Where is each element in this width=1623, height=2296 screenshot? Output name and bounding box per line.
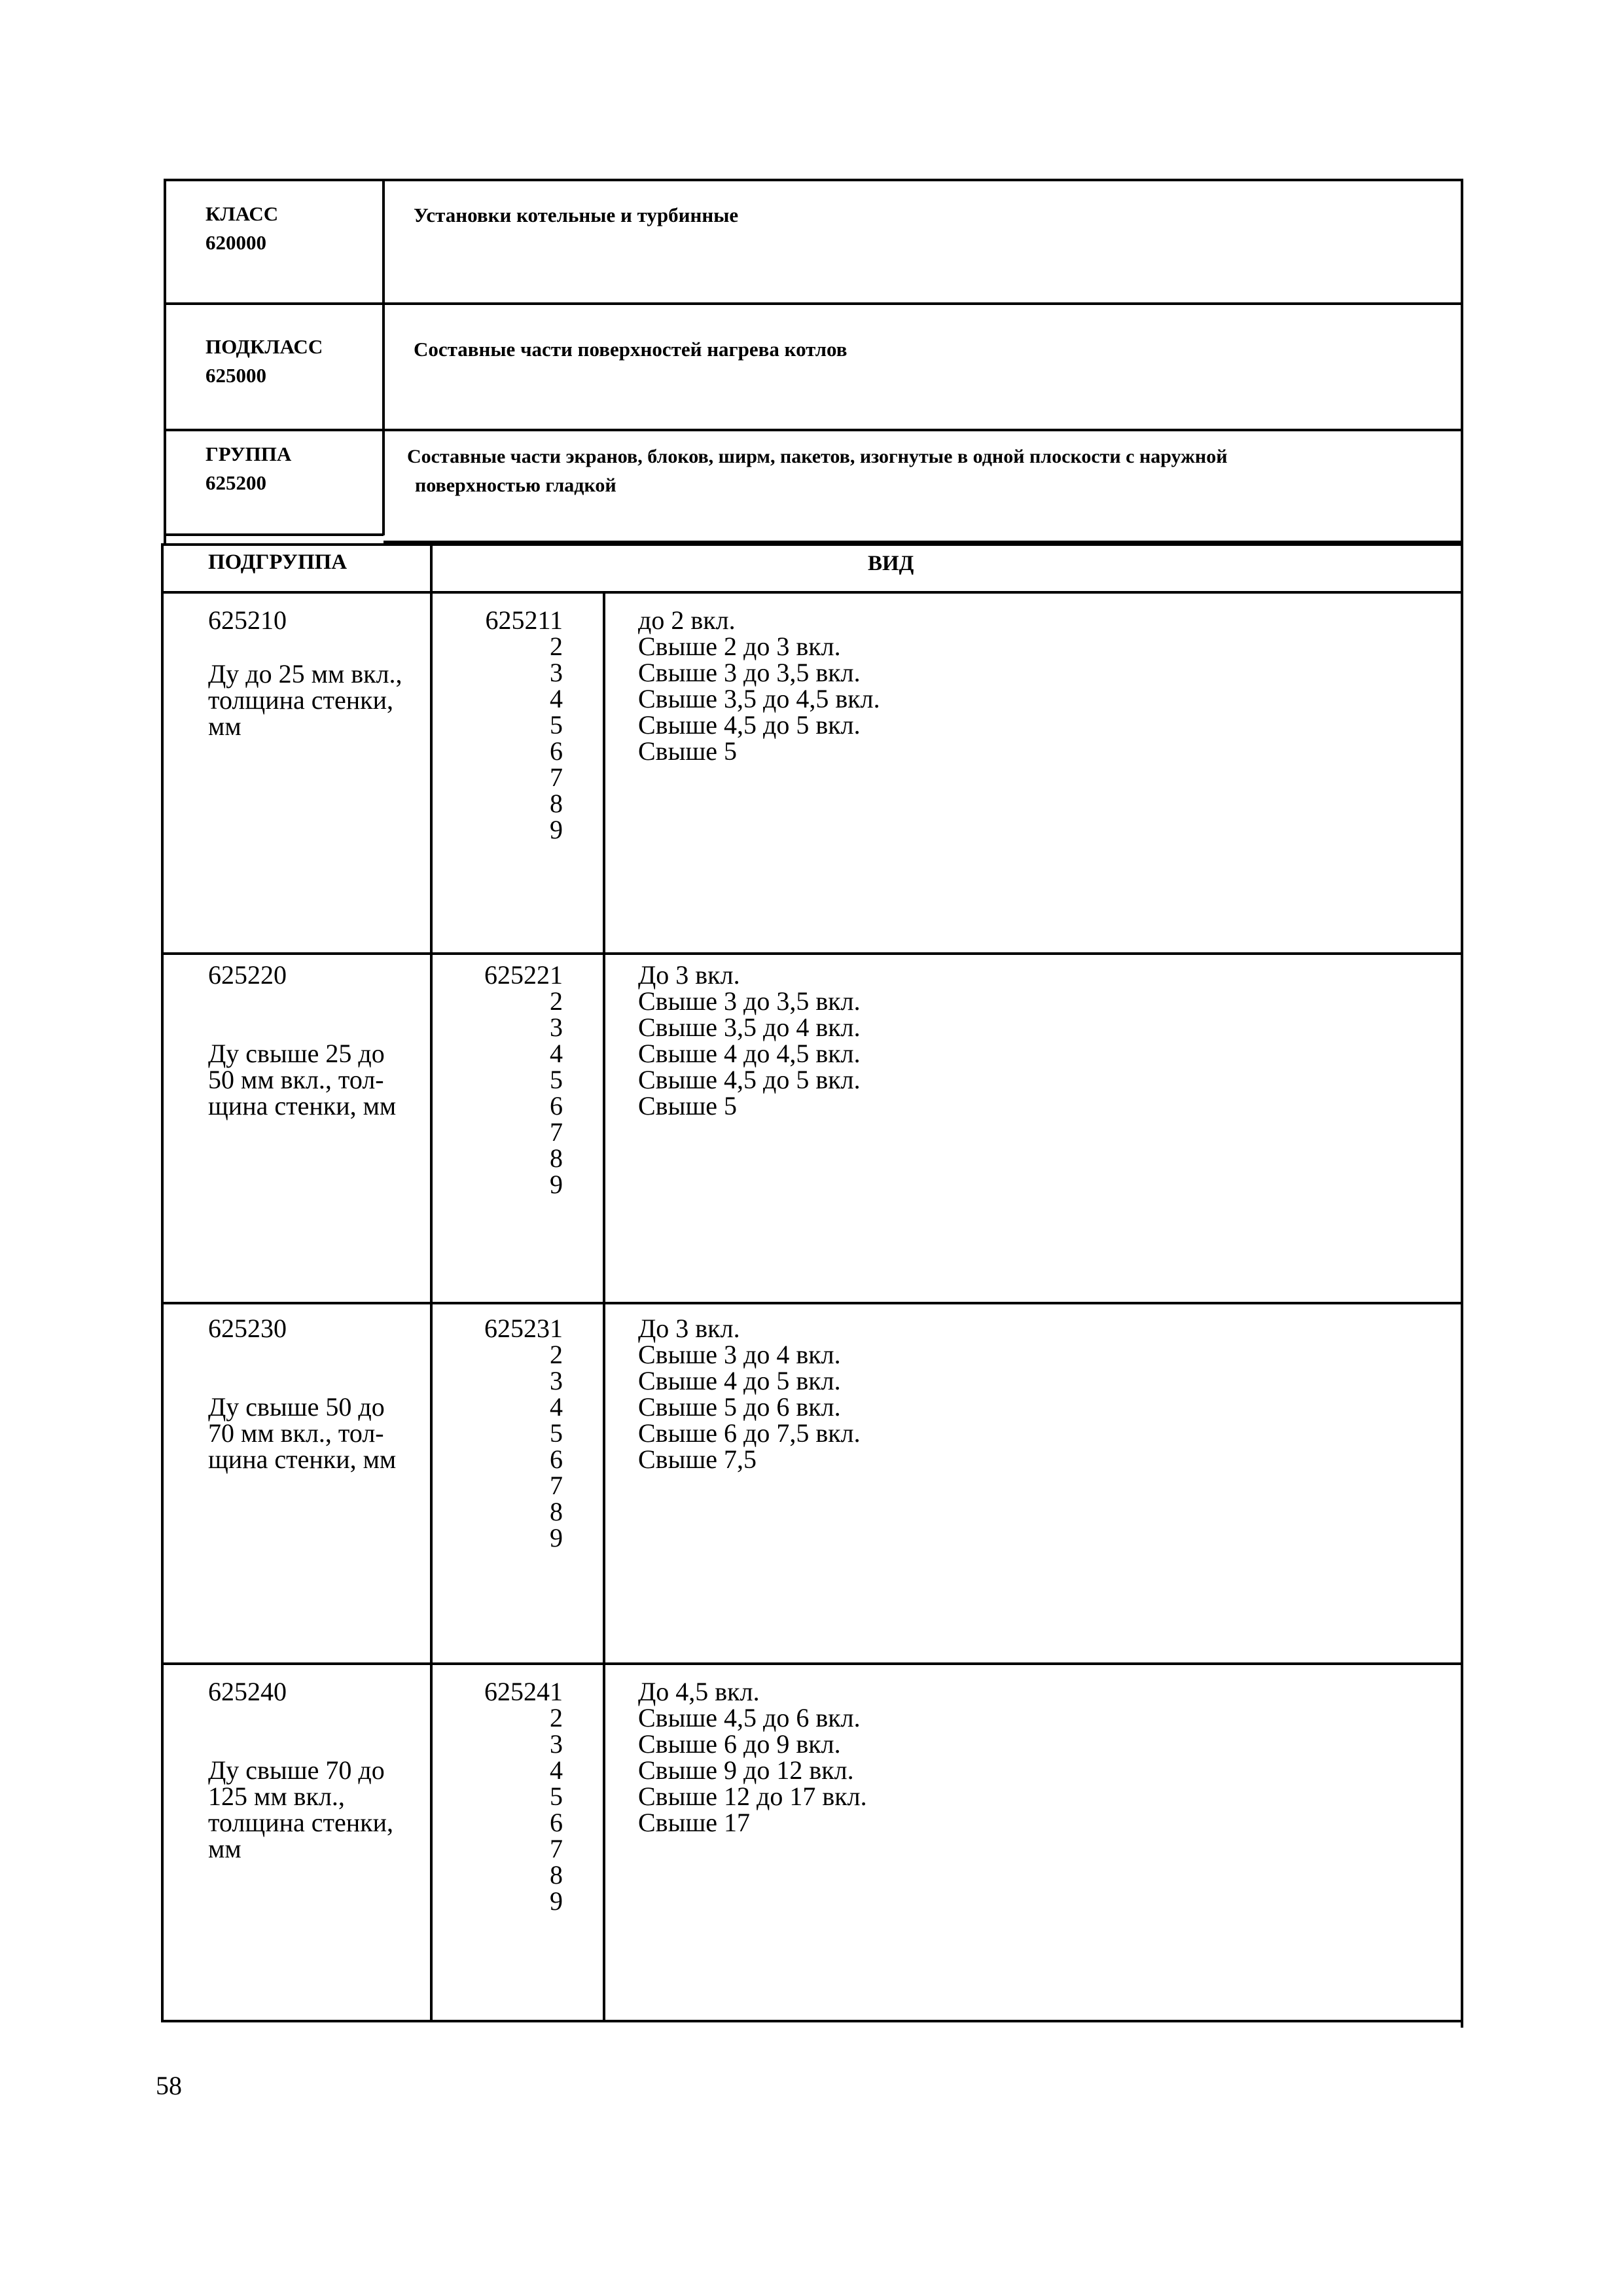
vid-code: 2 [550, 632, 563, 661]
klass-title: Установки котельные и турбинные [414, 204, 739, 226]
vid-code: 5 [550, 710, 563, 740]
vid-code: 4 [550, 1039, 563, 1068]
vid-text: Свыше 3,5 до 4,5 вкл. [638, 684, 880, 713]
vid-text: Свыше 4,5 до 5 вкл. [638, 710, 861, 740]
vid-text: Свыше 4 до 4,5 вкл. [638, 1039, 861, 1068]
vid-text: Свыше 5 [638, 736, 737, 766]
desc-line: мм [208, 1834, 241, 1863]
header-row-divider-1 [164, 302, 1463, 305]
vid-code: 3 [550, 658, 563, 687]
vid-code: 4 [550, 1392, 563, 1422]
desc-line: Ду свыше 70 до [208, 1755, 385, 1785]
vid-text: Свыше 12 до 17 вкл. [638, 1782, 867, 1811]
vid-text: Свыше 2 до 3 вкл. [638, 632, 841, 661]
gruppa-title-block [407, 442, 1448, 500]
gruppa-title-line1: Составные части экранов, блоков, ширм, пакетов, изогнутые в одной плоскости с наружной [407, 446, 1228, 467]
gruppa-label-block [205, 440, 291, 497]
podklass-title: Составные части поверхностей нагрева котлов [414, 338, 847, 361]
vid-code: 625211 [485, 605, 563, 635]
column-header-bottom [164, 591, 1463, 594]
vid-code: 8 [550, 789, 563, 818]
subgroup-code: 625210 [208, 605, 287, 635]
subgroup-description [208, 1394, 396, 1473]
subgroup-description [208, 1757, 393, 1862]
subgroup-description [208, 1041, 396, 1119]
vid-code: 9 [550, 815, 563, 844]
vid-code: 8 [550, 1143, 563, 1173]
vid-code: 4 [550, 1755, 563, 1785]
gruppa-label: ГРУППА [205, 442, 292, 465]
row-divider-1 [161, 952, 1463, 955]
subgroup-code: 625230 [208, 1314, 287, 1343]
vid-text: Свыше 3 до 3,5 вкл. [638, 986, 861, 1016]
desc-line: толщина стенки, [208, 1808, 393, 1837]
desc-line: Ду до 25 мм вкл., [208, 659, 402, 689]
vid-text: Свыше 3,5 до 4 вкл. [638, 1013, 861, 1042]
vid-code: 7 [550, 1117, 563, 1147]
desc-line: толщина стенки, [208, 685, 393, 715]
vid-text: Свыше 6 до 7,5 вкл. [638, 1418, 861, 1448]
gruppa-title-line2: поверхностью гладкой [415, 475, 616, 496]
vid-code: 3 [550, 1366, 563, 1395]
table-right-border [1461, 543, 1463, 2028]
vid-code: 6 [550, 1091, 563, 1121]
header-row-divider-3 [164, 533, 383, 536]
desc-line: мм [208, 711, 241, 741]
vid-code: 9 [550, 1523, 563, 1552]
header-left-border [164, 179, 166, 545]
subgroup-code: 625240 [208, 1677, 287, 1706]
desc-line: Ду свыше 25 до [208, 1039, 385, 1068]
vid-codes [432, 1679, 563, 1914]
vid-text: До 4,5 вкл. [638, 1677, 760, 1706]
klass-label: КЛАСС [205, 202, 279, 225]
vid-code: 5 [550, 1782, 563, 1811]
klass-label-block [205, 200, 278, 257]
vid-descriptions [638, 962, 861, 1119]
desc-line: 50 мм вкл., тол- [208, 1065, 384, 1094]
subgroup-code: 625220 [208, 960, 287, 990]
vid-descriptions [638, 1679, 867, 1836]
podgruppa-column-header: ПОДГРУППА [208, 550, 348, 574]
vid-code: 625231 [484, 1314, 563, 1343]
gruppa-code: 625200 [205, 471, 266, 494]
vid-text: До 3 вкл. [638, 960, 740, 990]
podklass-label-block [205, 332, 323, 390]
subgroup-description [208, 661, 402, 740]
vid-descriptions [638, 1316, 861, 1473]
vid-code: 5 [550, 1065, 563, 1094]
vid-code: 625241 [484, 1677, 563, 1706]
vid-code: 8 [550, 1860, 563, 1890]
table-top-border [164, 543, 1463, 546]
vid-text: Свыше 5 до 6 вкл. [638, 1392, 841, 1422]
vid-code: 625221 [484, 960, 563, 990]
desc-line: щина стенки, мм [208, 1444, 397, 1474]
vid-code: 3 [550, 1729, 563, 1759]
header-row-divider-2 [164, 429, 1463, 431]
row-divider-3 [161, 1662, 1463, 1665]
desc-line: щина стенки, мм [208, 1091, 397, 1121]
vid-code: 9 [550, 1886, 563, 1916]
vid-code: 6 [550, 1808, 563, 1837]
vid-codes [432, 1316, 563, 1551]
vid-text: Свыше 5 [638, 1091, 737, 1121]
desc-line: 125 мм вкл., [208, 1782, 345, 1811]
vid-text: Свыше 3 до 3,5 вкл. [638, 658, 861, 687]
desc-line: Ду свыше 50 до [208, 1392, 385, 1422]
vid-code: 6 [550, 1444, 563, 1474]
page-number: 58 [156, 2071, 182, 2100]
codes-divider [603, 591, 605, 2021]
desc-line: 70 мм вкл., тол- [208, 1418, 384, 1448]
vid-text: До 3 вкл. [638, 1314, 740, 1343]
vid-codes [432, 962, 563, 1198]
vid-code: 7 [550, 762, 563, 792]
vid-column-header: ВИД [868, 552, 914, 575]
header-top-border [164, 179, 1463, 181]
vid-text: Свыше 4,5 до 6 вкл. [638, 1703, 861, 1732]
header-label-divider [382, 179, 385, 535]
vid-text: Свыше 6 до 9 вкл. [638, 1729, 841, 1759]
vid-code: 2 [550, 986, 563, 1016]
vid-text: Свыше 3 до 4 вкл. [638, 1340, 841, 1369]
vid-code: 5 [550, 1418, 563, 1448]
header-right-border [1461, 179, 1463, 545]
table-bottom-border [161, 2020, 1463, 2022]
vid-text: Свыше 7,5 [638, 1444, 757, 1474]
vid-code: 7 [550, 1834, 563, 1863]
row-divider-2 [161, 1302, 1463, 1304]
vid-text: Свыше 4,5 до 5 вкл. [638, 1065, 861, 1094]
vid-text: Свыше 17 [638, 1808, 750, 1837]
vid-code: 2 [550, 1340, 563, 1369]
vid-descriptions [638, 607, 880, 764]
vid-text: Свыше 9 до 12 вкл. [638, 1755, 854, 1785]
vid-code: 6 [550, 736, 563, 766]
vid-code: 7 [550, 1471, 563, 1500]
podklass-label: ПОДКЛАСС [205, 335, 323, 358]
vid-text: до 2 вкл. [638, 605, 736, 635]
table-left-border [161, 543, 164, 2021]
klass-code: 620000 [205, 231, 266, 254]
vid-code: 3 [550, 1013, 563, 1042]
vid-code: 8 [550, 1497, 563, 1526]
vid-code: 4 [550, 684, 563, 713]
vid-text: Свыше 4 до 5 вкл. [638, 1366, 841, 1395]
podklass-code: 625000 [205, 364, 266, 387]
vid-code: 9 [550, 1170, 563, 1199]
vid-codes [432, 607, 563, 843]
vid-code: 2 [550, 1703, 563, 1732]
